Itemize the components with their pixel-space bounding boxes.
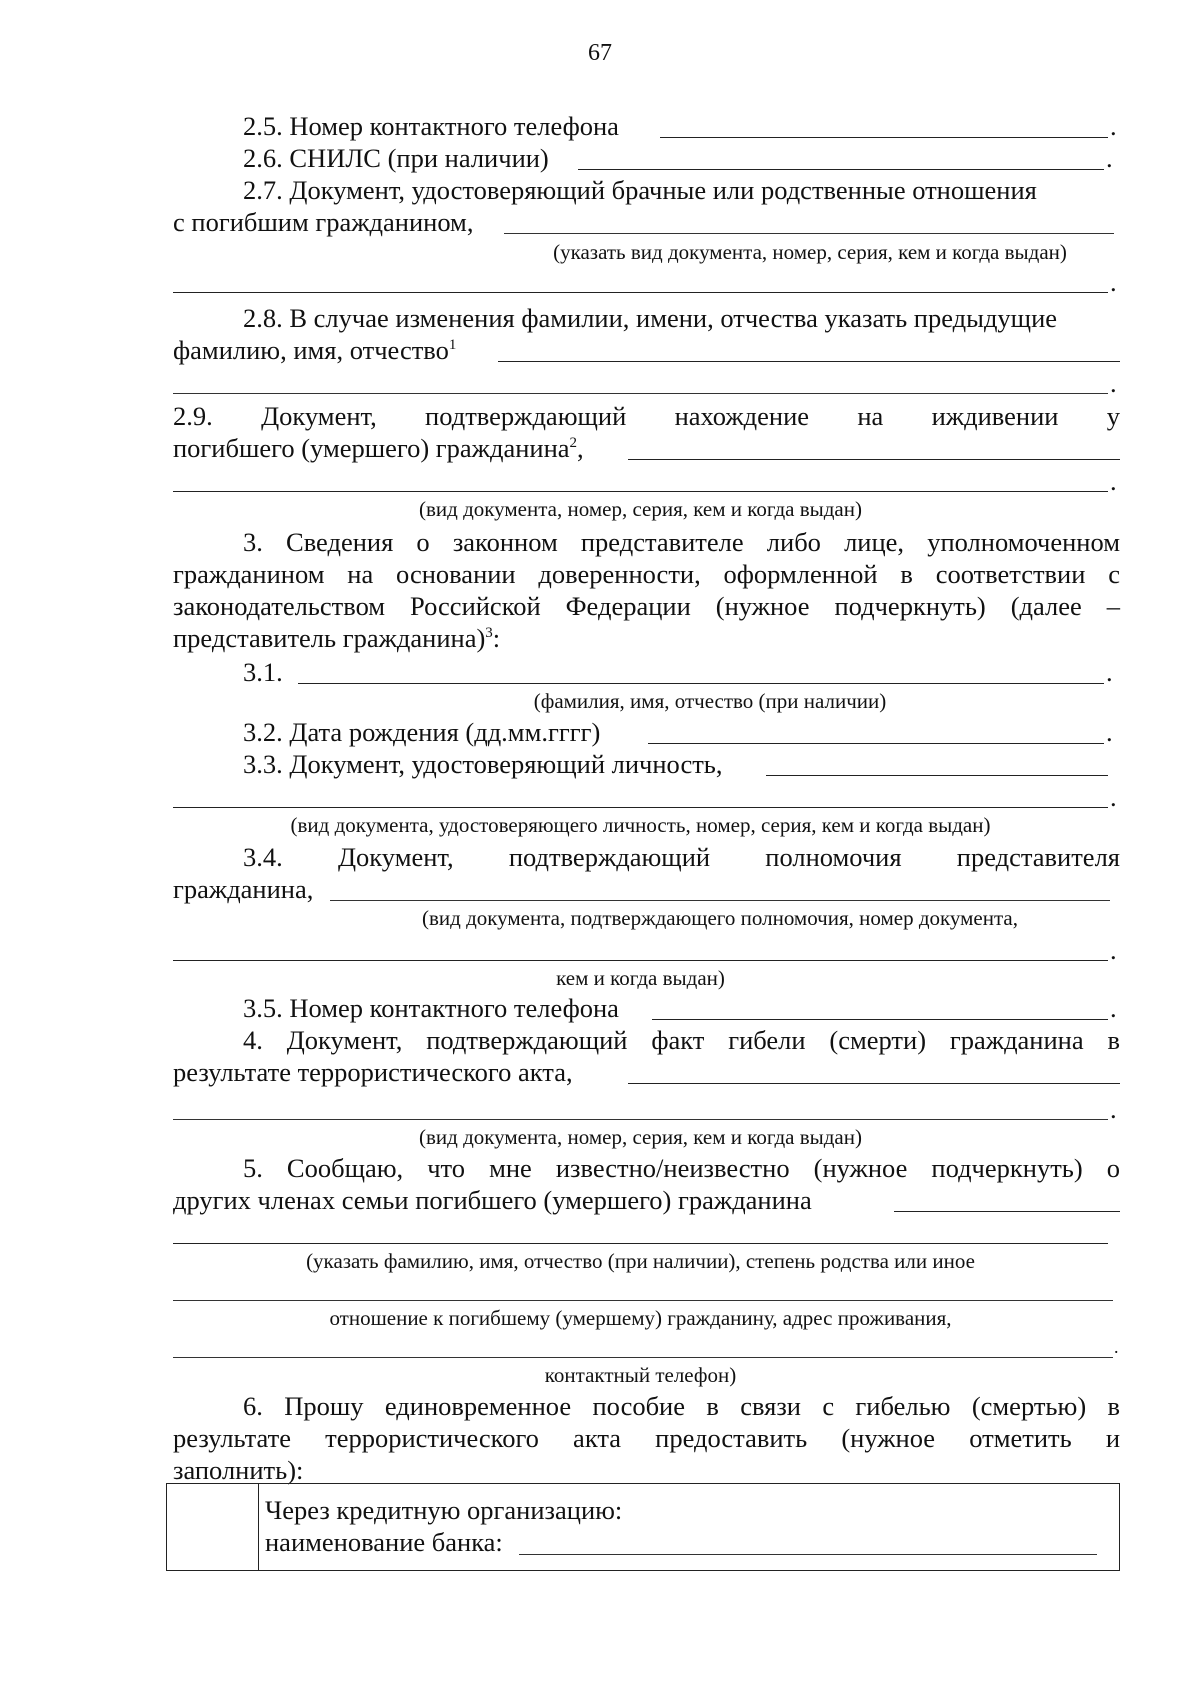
item-6-line1: 6. Прошу единовременное пособие в связи с гибелью (смертью) в <box>243 1391 1120 1421</box>
item-5-line2: других членах семьи погибшего (умершего) гражданина <box>173 1185 812 1215</box>
period: . <box>1110 1094 1117 1124</box>
item-6-line2: результате террористического акта предоставить (нужное отметить и <box>173 1423 1120 1453</box>
family-members-blank-2[interactable] <box>173 1243 1108 1244</box>
item-2-7-line1: 2.7. Документ, удостоверяющий брачные или родственные отношения <box>243 175 1037 205</box>
item-3-3-caption: (вид документа, удостоверяющего личность, номер, серия, кем и когда выдан) <box>290 813 991 837</box>
period: . <box>1106 143 1113 173</box>
previous-name-blank-2[interactable] <box>173 393 1108 394</box>
item-3-1-caption: (фамилия, имя, отчество (при наличии) <box>533 689 887 713</box>
item-4-caption: (вид документа, номер, серия, кем и когда выдан) <box>419 1125 862 1149</box>
item-3-5-label: 3.5. Номер контактного телефона <box>243 993 619 1023</box>
identity-doc-blank[interactable] <box>766 775 1108 776</box>
marriage-doc-blank[interactable] <box>504 233 1114 234</box>
item-2-8-line2: фамилию, имя, отчество$^1$ <box>173 335 457 365</box>
representative-phone-blank[interactable] <box>652 1019 1108 1020</box>
item-5-line1: 5. Сообщаю, что мне известно/неизвестно (нужное подчеркнуть) о <box>243 1153 1120 1183</box>
item-2-8-line1: 2.8. В случае изменения фамилии, имени, отчества указать предыдущие <box>243 303 1058 333</box>
family-members-blank[interactable] <box>894 1211 1120 1212</box>
payment-method-table <box>166 1483 1120 1571</box>
table-row1-line2: наименование банка: <box>265 1527 503 1557</box>
item-2-5-label: 2.5. Номер контактного телефона <box>243 111 619 141</box>
family-members-blank-3[interactable] <box>173 1300 1113 1301</box>
previous-name-blank[interactable] <box>498 361 1120 362</box>
representative-name-blank[interactable] <box>298 683 1104 684</box>
item-3-4-caption2: кем и когда выдан) <box>556 966 725 990</box>
period: . <box>1110 368 1117 398</box>
item-6-line3: заполнить): <box>173 1455 304 1485</box>
bank-name-blank[interactable] <box>519 1554 1097 1555</box>
period: . <box>1110 993 1117 1023</box>
death-doc-blank-2[interactable] <box>173 1119 1108 1120</box>
family-members-blank-4[interactable] <box>173 1357 1113 1358</box>
period: . <box>1110 782 1117 812</box>
page-number: 67 <box>588 40 612 66</box>
item-2-9-line2: погибшего (умершего) гражданина$^2$, <box>173 433 584 463</box>
period: . <box>1110 935 1117 965</box>
item-5-caption3: контактный телефон) <box>544 1363 737 1387</box>
item-3-4-caption1: (вид документа, подтверждающего полномочия, номер документа, <box>422 906 1018 930</box>
table-row1-line1: Через кредитную организацию: <box>265 1495 623 1525</box>
item-3-line1: 3. Сведения о законном представителе либо лице, уполномоченном <box>243 527 1120 557</box>
authority-doc-blank-2[interactable] <box>173 960 1108 961</box>
snils-blank[interactable] <box>578 169 1104 170</box>
item-3-line4: представитель гражданина)$^3$: <box>173 623 501 653</box>
dependency-doc-blank-2[interactable] <box>173 491 1108 492</box>
item-3-4-line2: гражданина, <box>173 874 314 904</box>
item-2-7-line2: с погибшим гражданином, <box>173 207 474 237</box>
item-2-7-caption: (указать вид документа, номер, серия, кем и когда выдан) <box>553 240 1067 264</box>
item-5-caption1: (указать фамилию, имя, отчество (при наличии), степень родства или иное <box>306 1249 975 1273</box>
item-3-3-label: 3.3. Документ, удостоверяющий личность, <box>243 749 723 779</box>
item-5-caption2: отношение к погибшему (умершему) гражданину, адрес проживания, <box>329 1306 952 1330</box>
payment-method-checkbox-cell[interactable] <box>167 1484 259 1570</box>
item-2-9-caption: (вид документа, номер, серия, кем и когда выдан) <box>419 497 862 521</box>
period: . <box>1114 1337 1119 1357</box>
period: . <box>1106 717 1113 747</box>
identity-doc-blank-2[interactable] <box>173 807 1108 808</box>
item-4-line2: результате террористического акта, <box>173 1057 573 1087</box>
footnote-1: 1 <box>448 337 457 354</box>
item-2-6-label: 2.6. СНИЛС (при наличии) <box>243 143 549 173</box>
authority-doc-blank[interactable] <box>330 900 1110 901</box>
period: . <box>1110 267 1117 297</box>
footnote-3: 3 <box>485 625 493 642</box>
dependency-doc-blank[interactable] <box>628 459 1120 460</box>
phone-blank[interactable] <box>660 137 1108 138</box>
item-3-line3: законодательством Российской Федерации (нужное подчеркнуть) (далее – <box>173 591 1120 621</box>
birth-date-blank[interactable] <box>648 743 1104 744</box>
item-3-1-label: 3.1. <box>243 657 283 687</box>
death-doc-blank[interactable] <box>628 1083 1120 1084</box>
period: . <box>1110 466 1117 496</box>
period: . <box>1106 657 1113 687</box>
period: . <box>1110 111 1117 141</box>
item-3-2-label: 3.2. Дата рождения (дд.мм.гггг) <box>243 717 601 747</box>
item-4-line1: 4. Документ, подтверждающий факт гибели (смерти) гражданина в <box>243 1025 1120 1055</box>
item-3-4-line1: 3.4. Документ, подтверждающий полномочия представителя <box>243 842 1120 872</box>
item-3-line2: гражданином на основании доверенности, оформленной в соответствии с <box>173 559 1120 589</box>
marriage-doc-blank-2[interactable] <box>173 292 1108 293</box>
footnote-2: 2 <box>569 435 578 452</box>
item-2-9-line1: 2.9. Документ, подтверждающий нахождение на иждивении у <box>173 401 1120 431</box>
